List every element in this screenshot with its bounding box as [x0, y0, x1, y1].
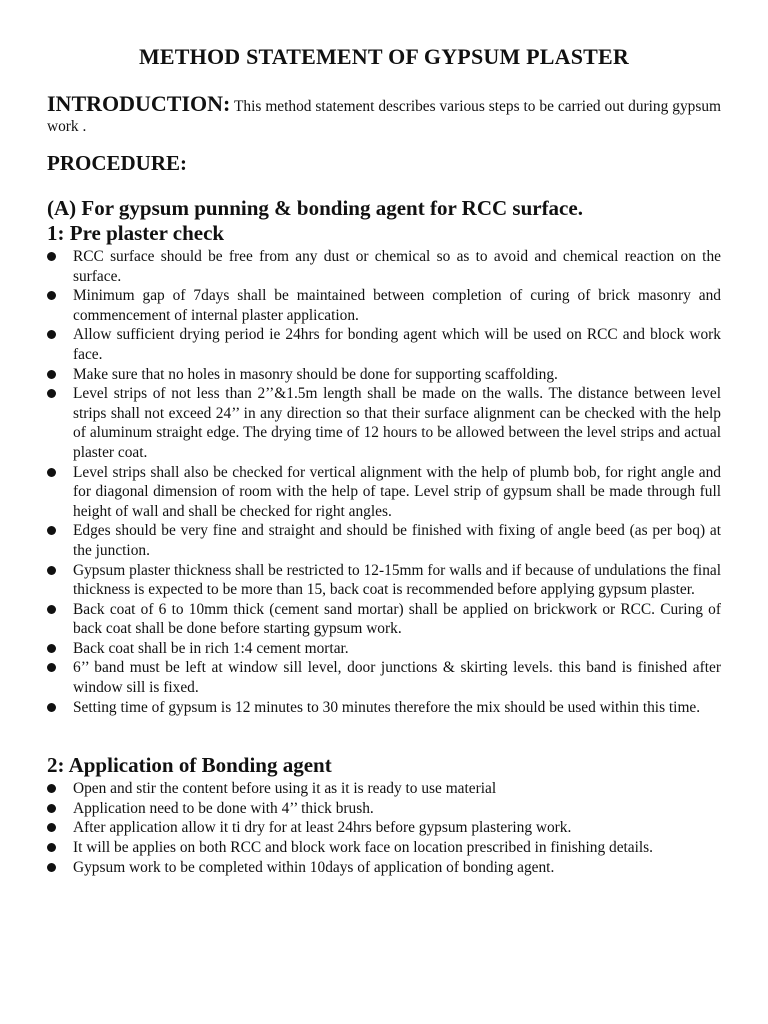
list-item-text: Back coat of 6 to 10mm thick (cement sand mortar) shall be applied on brickwork or RCC. Curing of back coat shall be done before starting gypsum work.	[73, 600, 721, 638]
list-item	[47, 639, 721, 659]
part1-list	[47, 247, 721, 717]
introduction-paragraph	[47, 91, 721, 137]
procedure-heading: PROCEDURE:	[47, 151, 187, 175]
list-item	[47, 521, 721, 560]
list-item-text: RCC surface should be free from any dust or chemical so as to avoid and chemical reaction on the surface.	[73, 248, 721, 285]
list-item-text: Make sure that no holes in masonry should be done for supporting scaffolding.	[73, 365, 558, 383]
bullet-icon	[47, 291, 56, 300]
section-a-heading: (A) For gypsum punning & bonding agent for RCC surface.	[47, 196, 583, 220]
list-item	[47, 365, 721, 385]
list-item	[47, 698, 721, 718]
list-item	[47, 600, 721, 639]
introduction-heading: INTRODUCTION:	[47, 91, 231, 116]
list-item-text: After application allow it ti dry for at least 24hrs before gypsum plastering work.	[73, 819, 572, 837]
list-item	[47, 779, 721, 799]
list-item-text: Edges should be very fine and straight and should be finished with fixing of angle beed (as per boq) at the junction.	[73, 522, 721, 559]
list-item-text: 6’’ band must be left at window sill level, door junctions & skirting levels. this band is finished after window sill is fixed.	[73, 659, 721, 697]
list-item-text: Open and stir the content before using it as it is ready to use material	[73, 780, 497, 798]
bullet-icon	[47, 370, 56, 379]
list-item-text: Level strips of not less than 2’’&1.5m length shall be made on the walls. The distance between level strips shall not exceed 24’’ in any direction so that their surface alignment can be checked with the help of aluminum straight edge. The drying time of 12 hours to be allowed between the level strips and actual plaster coat.	[73, 385, 721, 461]
list-item-text: Minimum gap of 7days shall be maintained between completion of curing of brick masonry and commencement of internal plaster application.	[73, 287, 721, 324]
list-item-text: Gypsum plaster thickness shall be restricted to 12-15mm for walls and if because of undulations the final thickness is expected to be more than 15, back coat is recommended before applying gypsum plaster.	[73, 561, 721, 599]
list-item	[47, 463, 721, 522]
list-item	[47, 286, 721, 325]
list-item-text: Gypsum work to be completed within 10days of application of bonding agent.	[73, 858, 555, 876]
part2-list	[47, 779, 721, 877]
bullet-icon	[47, 566, 56, 575]
bullet-icon	[47, 330, 56, 339]
bullet-icon	[47, 468, 56, 477]
list-item	[47, 658, 721, 697]
list-item	[47, 818, 721, 838]
bullet-icon	[47, 605, 56, 614]
bullet-icon	[47, 703, 56, 712]
bullet-icon	[47, 526, 56, 535]
bullet-icon	[47, 843, 56, 852]
section-spacer	[47, 717, 721, 753]
bullet-icon	[47, 663, 56, 672]
bullet-icon	[47, 252, 56, 261]
document-title: METHOD STATEMENT OF GYPSUM PLASTER	[138, 44, 630, 69]
list-item	[47, 858, 721, 878]
list-item-text: Application need to be done with 4’’ thick brush.	[73, 799, 374, 817]
list-item-text: Allow sufficient drying period ie 24hrs for bonding agent which will be used on RCC and block work face.	[73, 326, 721, 363]
bullet-icon	[47, 784, 56, 793]
list-item	[47, 384, 721, 462]
list-item-text: Back coat shall be in rich 1:4 cement mortar.	[73, 639, 349, 657]
list-item	[47, 799, 721, 819]
list-item	[47, 561, 721, 600]
bullet-icon	[47, 804, 56, 813]
bullet-icon	[47, 863, 56, 872]
part2-heading: 2: Application of Bonding agent	[47, 753, 332, 778]
list-item	[47, 838, 721, 858]
part1-heading: 1: Pre plaster check	[47, 221, 225, 245]
list-item	[47, 325, 721, 364]
list-item-text: Level strips shall also be checked for vertical alignment with the help of plumb bob, for right angle and for diagonal dimension of room with the help of tape. Level strip of gypsum shall be made through full height of wall and shall be checked for right angles.	[73, 463, 721, 520]
introduction-text: This method statement describes various steps to be carried out during gypsum work .	[47, 98, 721, 135]
bullet-icon	[47, 389, 56, 398]
list-item-text: It will be applies on both RCC and block work face on location prescribed in finishing details.	[73, 839, 654, 857]
bullet-icon	[47, 644, 56, 653]
list-item-text: Setting time of gypsum is 12 minutes to 30 minutes therefore the mix should be used within this time.	[73, 698, 701, 716]
list-item	[47, 247, 721, 286]
bullet-icon	[47, 823, 56, 832]
